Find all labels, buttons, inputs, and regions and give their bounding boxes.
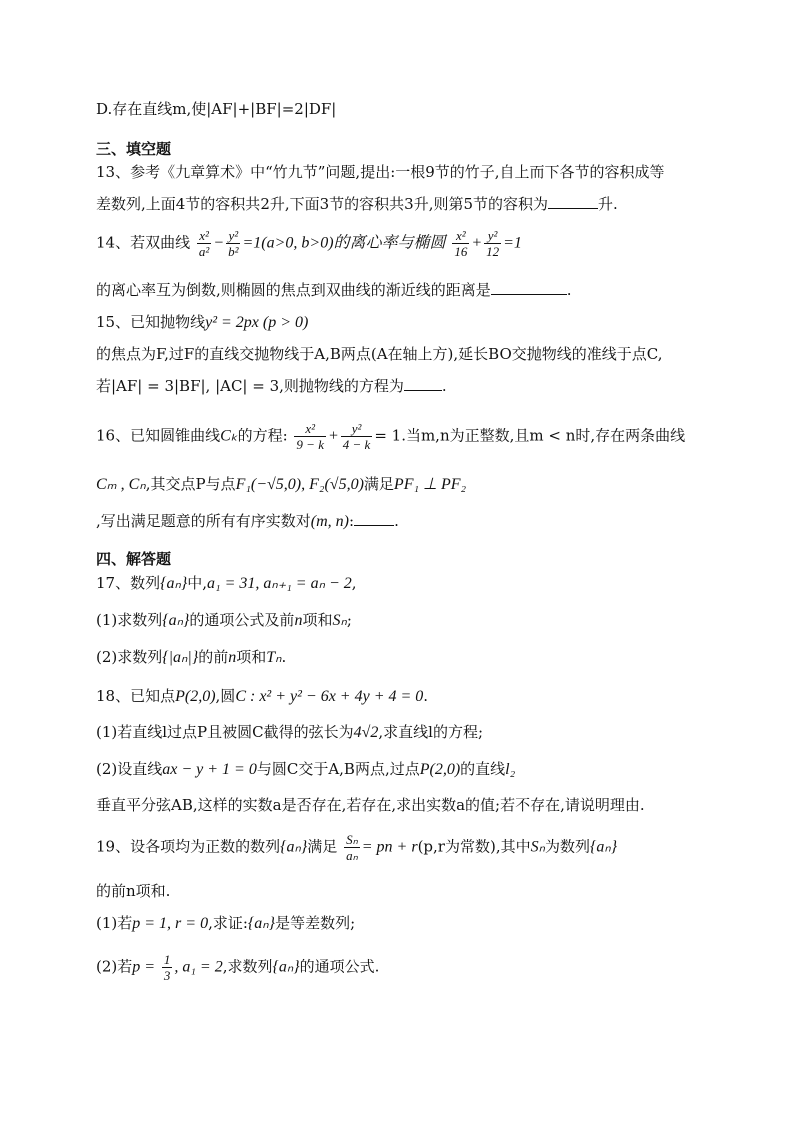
question-14-line-2: 的离心率互为倒数,则椭圆的焦点到双曲线的渐近线的距离是 . — [96, 281, 572, 299]
question-16-line-2: Cₘ , Cₙ,其交点P与点F₁(−√5,0), F₂(√5,0)满足PF₁ ⊥ PF₂ — [96, 475, 467, 493]
question-15-line-3: 若|AF| = 3|BF|, |AC| = 3,则抛物线的方程为 . — [96, 377, 447, 395]
option-d: D.存在直线m,使|AF|+|BF|=2|DF| — [96, 100, 337, 118]
fraction-x2-a2: $\frac{\text{x²}}{\text{a²}}$ — [198, 228, 210, 259]
question-19-part-2: (2)若p = $\frac{1}{3}$ , a₁ = 2,求数列{aₙ}的通项公式. — [96, 952, 380, 983]
question-15-line-1: 15、已知抛物线y² = 2px (p > 0) — [96, 313, 309, 331]
fraction-x2-16: $\frac{\text{x²}}{16}$ — [454, 228, 468, 259]
fraction-x2-9k: $\frac{\text{x²}}{9 - k}$ — [296, 421, 324, 452]
question-18-part-1: (1)若直线l过点P且被圆C截得的弦长为4√2,求直线l的方程; — [96, 723, 484, 741]
question-13-line-2: 差数列,上面4节的容积共2升,下面3节的容积共3升,则第5节的容积为 升. — [96, 195, 618, 213]
answer-blank — [548, 194, 598, 209]
question-19-cont: 的前n项和. — [96, 882, 171, 900]
question-18: 18、已知点P(2,0),圆C : x² + y² − 6x + 4y + 4 = 0. — [96, 687, 429, 705]
question-19-part-1: (1)若p = 1, r = 0,求证:{aₙ}是等差数列; — [96, 914, 356, 932]
fraction-y2-4k: $\frac{\text{y²}}{4 - k}$ — [342, 421, 371, 452]
answer-blank — [404, 376, 442, 391]
question-18-part-2: (2)设直线ax − y + 1 = 0与圆C交于A,B两点,过点P(2,0)的直线l₂ — [96, 760, 516, 778]
fraction-y2-b2: $\frac{\text{y²}}{\text{b²}}$ — [228, 228, 239, 259]
fraction-one-third: $\frac{1}{3}$ — [163, 952, 171, 983]
question-19: 19、设各项均为正数的数列{aₙ}满足 $\frac{\text{Sₙ}}{\text{aₙ}}$ = pn + r(p,r为常数),其中Sₙ为数列{aₙ} — [96, 832, 618, 863]
answer-blank — [354, 511, 394, 526]
question-17-part-1: (1)求数列{aₙ}的通项公式及前n项和Sₙ; — [96, 611, 352, 629]
fraction-sn-an: $\frac{\text{Sₙ}}{\text{aₙ}}$ — [346, 832, 358, 863]
question-13-line-1: 13、参考《九章算术》中“竹九节”问题,提出:一根9节的竹子,自上而下各节的容积成等 — [96, 163, 665, 181]
section-heading-answer: 四、解答题 — [96, 550, 172, 568]
fraction-y2-12: $\frac{\text{y²}}{12}$ — [486, 228, 500, 259]
question-16-line-3: ,写出满足题意的所有有序实数对(m, n): . — [96, 512, 399, 530]
question-15-line-2: 的焦点为F,过F的直线交抛物线于A,B两点(A在轴上方),延长BO交抛物线的准线于点C, — [96, 345, 663, 363]
question-17: 17、数列{aₙ}中,a₁ = 31, aₙ₊₁ = aₙ − 2, — [96, 574, 357, 592]
question-16-line-1: 16、已知圆锥曲线Cₖ的方程: $\frac{\text{x²}}{9 - k}$ + $\frac{\text{y²}}{4 - k}$ = 1.当m,n为正整数,且m < n时,存在两条曲线 — [96, 421, 686, 452]
question-17-part-2: (2)求数列{|aₙ|}的前n项和Tₙ. — [96, 648, 287, 666]
question-14-line-1: 14、若双曲线 $\frac{\text{x²}}{\text{a²}}$ − $\frac{\text{y²}}{\text{b²}}$ =1(a>0, b>0)的离心率与椭圆 $\frac{\text{x²}}{16}$ + $\frac{\text{y²}}{12}$ =1 — [96, 228, 522, 259]
answer-blank — [491, 280, 567, 295]
section-heading-fill-in: 三、填空题 — [96, 140, 172, 158]
question-18-part-2-cont: 垂直平分弦AB,这样的实数a是否存在,若存在,求出实数a的值;若不存在,请说明理由. — [96, 796, 645, 814]
